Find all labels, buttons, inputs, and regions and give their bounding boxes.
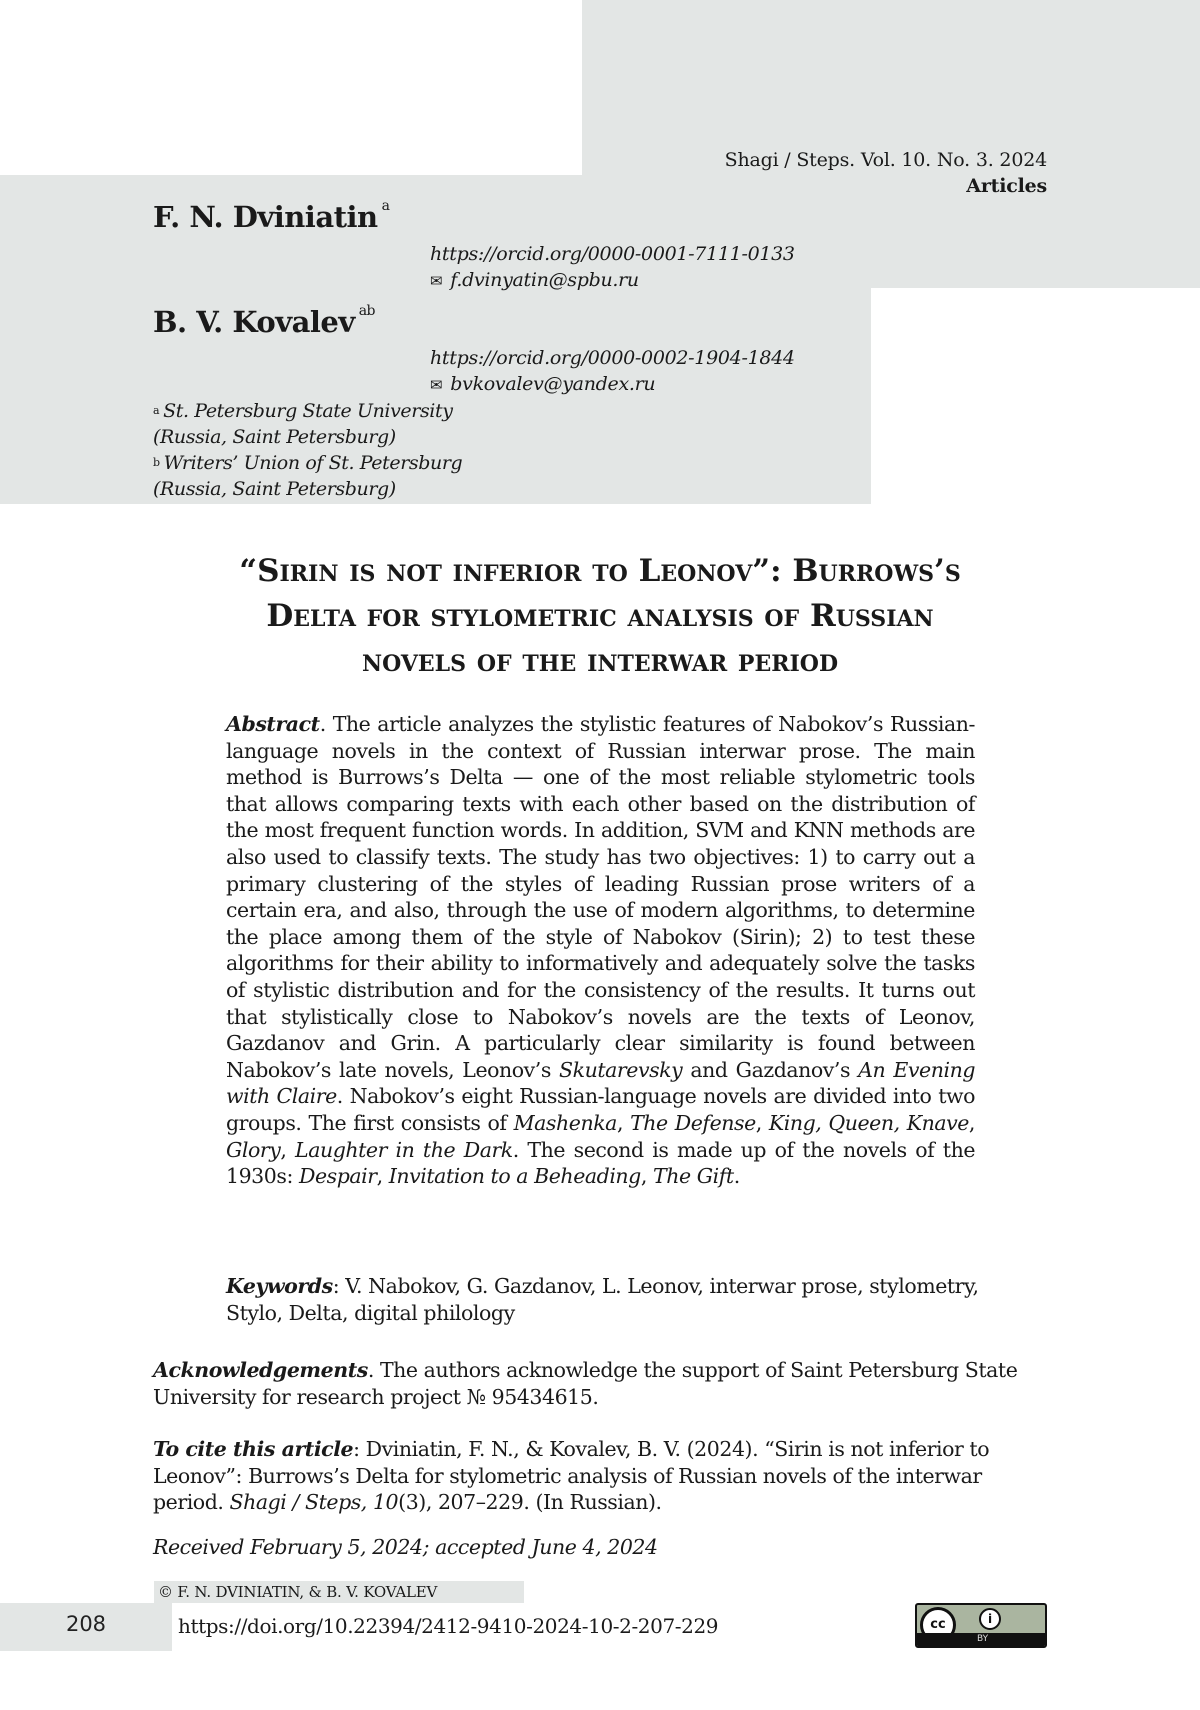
- author-name: F. N. Dviniatin $^a$: [153, 198, 390, 234]
- orcid-link[interactable]: https://orcid.org/0000-0001-7111-0133: [430, 243, 795, 265]
- journal-header: [725, 147, 1047, 199]
- affiliation-mark: ab: [358, 303, 376, 319]
- acknowledgements-label: Acknowledgements: [153, 1358, 368, 1382]
- title-line: novels of the interwar period: [361, 643, 839, 679]
- email-link[interactable]: f.dvinyatin@spbu.ru: [450, 269, 639, 291]
- abstract: Abstract. The article analyzes the stylistic features of Nabokov’s Russian-language novels in the context of Russian interwar prose. The main method is Burrows’s Delta — one of the most reliable stylometric tools that allows comparing texts with each other based on the distribution of the most frequent function words. In addition, SVM and KNN methods are also used to classify texts. The study has two objectives: 1) to carry out a primary clustering of the styles of leading Russian prose writers of a certain era, and also, through the use of modern algorithms, to determine the place among them of the style of Nabokov (Sirin); 2) to test these algorithms for their ability to informatively and adequately solve the tasks of stylistic distribution and for the consistency of the results. It turns out that stylistically close to Nabokov’s novels are the texts of Leonov, Gazdanov and Grin. A particularly clear similarity is found between Nabokov’s late novels, Leonov’s Skutarevsky and Gazdanov’s An Evening with Claire. Nabokov’s eight Russian-language novels are divided into two groups. The first consists of Mashenka, The Defense, King, Queen, Knave, Glory, Laughter in the Dark. The second is made up of the novels of the 1930s: Despair, Invitation to a Beheading, The Gift.: [226, 712, 976, 1189]
- keywords: Keywords: V. Nabokov, G. Gazdanov, L. Leonov, interwar prose, stylometry, Stylo, Delta, digital philology: [226, 1274, 979, 1325]
- affiliation-mark: a: [381, 198, 390, 214]
- affiliation-line: $^a$ St. Petersburg State University: [153, 400, 453, 422]
- affiliations: [153, 398, 462, 502]
- citation-label: To cite this article: [153, 1437, 354, 1461]
- abstract-label: Abstract: [226, 712, 320, 736]
- doi-link[interactable]: https://doi.org/10.22394/2412-9410-2024-10-2-207-229: [178, 1614, 719, 1638]
- keywords-label: Keywords: [226, 1274, 333, 1298]
- title-line: Delta for stylometric analysis of Russian: [266, 598, 934, 634]
- affiliation-line: (Russia, Saint Petersburg): [153, 426, 396, 448]
- article-title: [140, 549, 1060, 684]
- title-line: “Sirin is not inferior to Leonov”: Burrows’s: [239, 553, 961, 589]
- received-dates: Received February 5, 2024; accepted June 4, 2024: [153, 1535, 658, 1559]
- envelope-icon: ✉: [430, 272, 443, 290]
- email-link[interactable]: bvkovalev@yandex.ru: [450, 373, 656, 395]
- email-line: [430, 371, 795, 398]
- copyright: © F. N. DVINIATIN, & B. V. KOVALEV: [158, 1583, 438, 1601]
- citation: To cite this article: Dviniatin, F. N., & Kovalev, B. V. (2024). “Sirin is not inferior to Leonov”: Burrows’s Delta for stylometric analysis of Russian novels of the interwar period. Shagi / Steps, 10(3), 207–229. (In Russian).: [153, 1437, 990, 1515]
- page-number: 208: [65, 1612, 107, 1636]
- journal-issue: Shagi / Steps. Vol. 10. No. 3. 2024: [724, 149, 1047, 171]
- acknowledgements: Acknowledgements. The authors acknowledge the support of Saint Petersburg State University for research project № 95434615.: [153, 1358, 1018, 1409]
- attribution-icon: i: [979, 1608, 1001, 1630]
- author-name: B. V. Kovalev $^{ab}$: [153, 303, 376, 339]
- author-contact: [430, 345, 795, 398]
- affiliation-line: (Russia, Saint Petersburg): [153, 478, 396, 500]
- envelope-icon: ✉: [430, 376, 443, 394]
- journal-section: Articles: [966, 175, 1047, 197]
- email-line: [430, 267, 795, 294]
- orcid-link[interactable]: https://orcid.org/0000-0002-1904-1844: [430, 347, 795, 369]
- cc-by-icon[interactable]: [915, 1603, 1047, 1648]
- license-label: BY: [977, 1634, 989, 1644]
- affiliation-line: $^b$ Writers’ Union of St. Petersburg: [153, 452, 463, 474]
- cc-icon: cc: [920, 1607, 956, 1643]
- author-contact: [430, 241, 795, 294]
